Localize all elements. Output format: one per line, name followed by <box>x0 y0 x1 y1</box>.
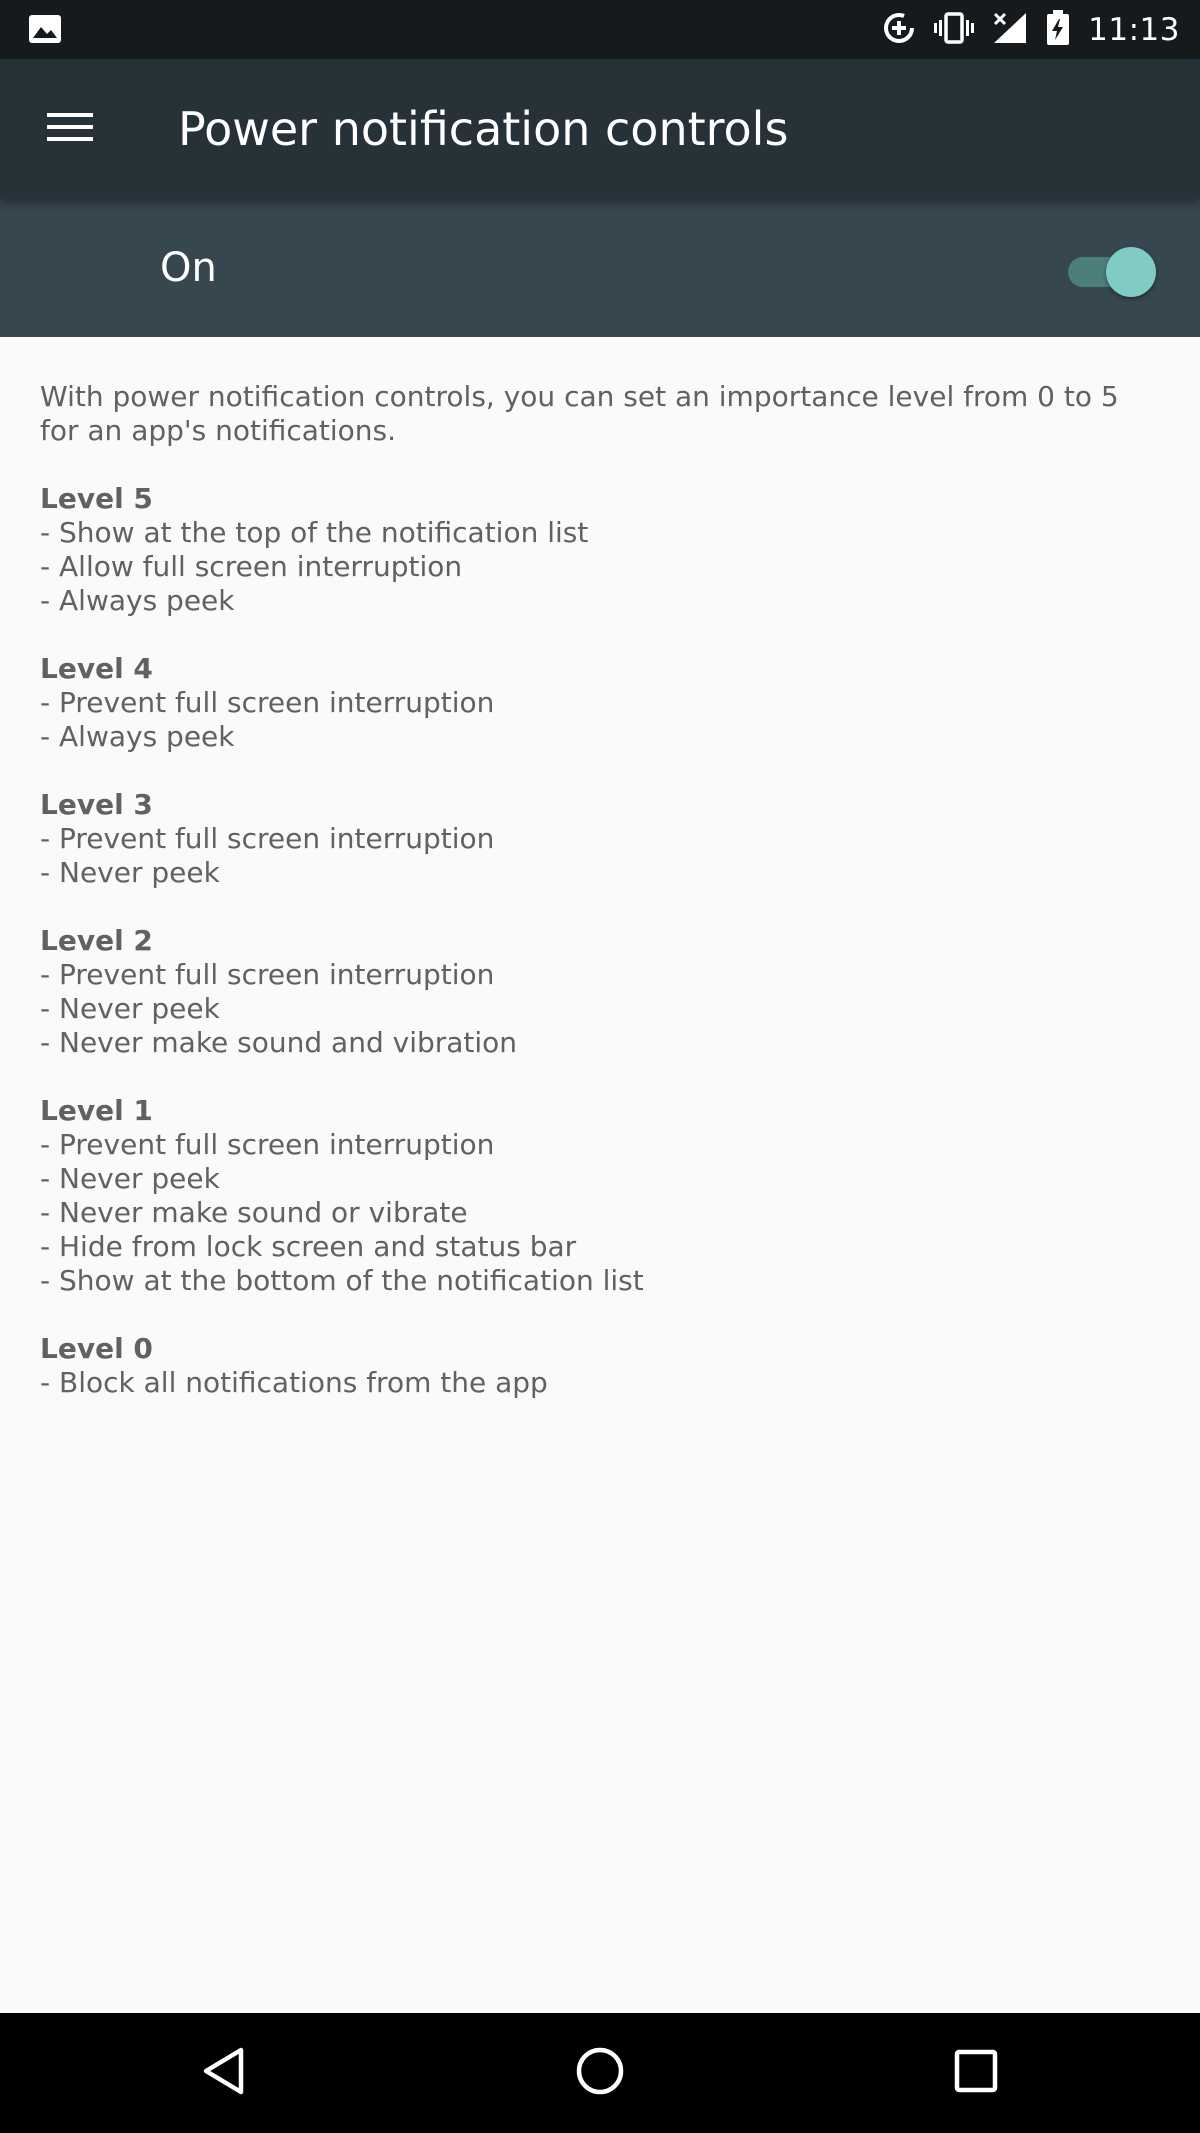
data-saver-icon <box>882 11 916 49</box>
home-button[interactable] <box>550 2033 650 2113</box>
description-content <box>40 380 1160 1434</box>
level-title: Level 5 <box>40 482 153 515</box>
level-item: - Show at the top of the notification list <box>40 516 589 549</box>
level-item: - Hide from lock screen and status bar <box>40 1230 577 1263</box>
no-signal-icon <box>992 11 1028 49</box>
level-item: - Never peek <box>40 1162 220 1195</box>
intro-text: With power notification controls, you can set an importance level from 0 to 5 for an app's notifications. <box>40 380 1119 447</box>
level-title: Level 3 <box>40 788 153 821</box>
level-block-4 <box>40 652 1160 754</box>
switch-label: On <box>160 245 217 291</box>
level-item: - Prevent full screen interruption <box>40 958 495 991</box>
level-item: - Allow full screen interruption <box>40 550 463 583</box>
master-toggle-switch[interactable] <box>1064 247 1154 291</box>
level-item: - Show at the bottom of the notification list <box>40 1264 644 1297</box>
level-title: Level 4 <box>40 652 153 685</box>
level-item: - Prevent full screen interruption <box>40 686 495 719</box>
image-icon <box>28 29 62 48</box>
toggle-thumb <box>1106 247 1156 297</box>
level-block-0 <box>40 1332 1160 1400</box>
level-item: - Always peek <box>40 720 235 753</box>
level-item: - Always peek <box>40 584 235 617</box>
home-icon <box>575 2046 625 2100</box>
navigation-bar <box>0 2013 1200 2133</box>
level-title: Level 0 <box>40 1332 153 1365</box>
level-item: - Never make sound and vibration <box>40 1026 518 1059</box>
back-icon <box>201 2046 247 2100</box>
battery-charging-icon <box>1046 10 1070 50</box>
level-item: - Block all notifications from the app <box>40 1366 548 1399</box>
menu-icon <box>47 111 93 147</box>
recents-icon <box>953 2048 999 2098</box>
back-button[interactable] <box>174 2033 274 2113</box>
master-switch-bar[interactable] <box>0 199 1200 337</box>
level-title: Level 1 <box>40 1094 153 1127</box>
level-item: - Never peek <box>40 992 220 1025</box>
level-title: Level 2 <box>40 924 153 957</box>
recents-button[interactable] <box>926 2033 1026 2113</box>
page-title: Power notification controls <box>178 102 789 156</box>
app-bar <box>0 59 1200 199</box>
level-block-2 <box>40 924 1160 1060</box>
level-block-1 <box>40 1094 1160 1298</box>
level-item: - Prevent full screen interruption <box>40 822 495 855</box>
status-bar <box>0 0 1200 59</box>
menu-button[interactable] <box>30 99 110 159</box>
vibrate-icon <box>934 11 974 49</box>
level-item: - Prevent full screen interruption <box>40 1128 495 1161</box>
level-block-3 <box>40 788 1160 890</box>
level-item: - Never make sound or vibrate <box>40 1196 468 1229</box>
level-item: - Never peek <box>40 856 220 889</box>
level-block-5 <box>40 482 1160 618</box>
status-time: 11:13 <box>1088 11 1180 48</box>
